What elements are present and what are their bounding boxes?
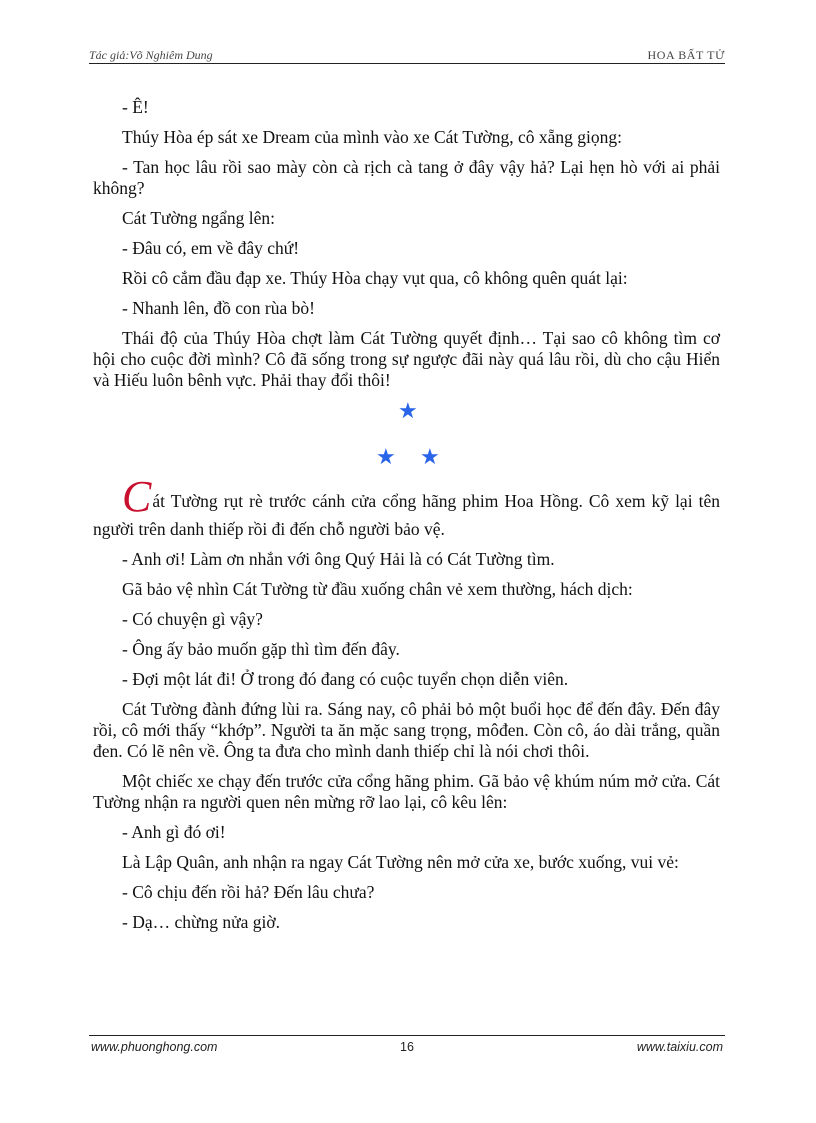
paragraph: - Tan học lâu rồi sao mày còn cà rịch cà tang ở đây vậy hả? Lại hẹn hò với ai phải không? <box>93 157 720 198</box>
paragraph: - Có chuyện gì vậy? <box>122 609 263 629</box>
paragraph: Rồi cô cắm đầu đạp xe. Thúy Hòa chạy vụt qua, cô không quên quát lại: <box>122 268 628 288</box>
paragraph: Thúy Hòa ép sát xe Dream của mình vào xe Cát Tường, cô xẵng giọng: <box>122 127 623 147</box>
opening-paragraph <box>93 472 720 543</box>
paragraph: Thái độ của Thúy Hòa chợt làm Cát Tường quyết định… Tại sao cô không tìm cơ hội cho cuộc đời mình? Cô đã sống trong sự ngược đãi này quá lâu rồi, dù cho cậu Hiển và Hiếu luôn bênh vực. Phải thay đổi thôi! <box>93 328 720 390</box>
paragraph: - Cô chịu đến rồi hả? Đến lâu chưa? <box>122 882 375 902</box>
drop-cap-letter: C <box>122 472 152 521</box>
page-number: 16 <box>400 1040 414 1054</box>
paragraph: Gã bảo vệ nhìn Cát Tường từ đầu xuống chân vẻ xem thường, hách dịch: <box>122 579 633 599</box>
section-two <box>93 472 720 933</box>
header-author: Tác giả:Võ Nghiêm Dung <box>89 48 213 62</box>
page-header <box>89 48 725 64</box>
paragraph: - Ông ấy bảo muốn gặp thì tìm đến đây. <box>122 639 400 659</box>
section-one <box>93 97 720 391</box>
page-footer <box>89 1035 725 1056</box>
star-icon: ★ <box>420 445 440 470</box>
star-icon: ★ <box>376 445 396 470</box>
paragraph: Cát Tường đành đứng lùi ra. Sáng nay, cô phải bỏ một buổi học để đến đây. Đến đây rồi, cô mới thấy “khớp”. Người ta ăn mặc sang trọng, môđen. Còn cô, áo dài trắng, quần đen. Có lẽ nên về. Ông ta đưa cho mình danh thiếp chỉ là nói chơi thôi. <box>93 699 720 761</box>
paragraph: Là Lập Quân, anh nhận ra ngay Cát Tường nên mở cửa xe, bước xuống, vui vẻ: <box>122 852 679 872</box>
paragraph: - Ê! <box>122 97 149 117</box>
header-book-title: HOA BẤT TỬ <box>647 48 725 62</box>
page-body <box>93 97 720 933</box>
paragraph: - Nhanh lên, đồ con rùa bò! <box>122 298 315 318</box>
paragraph: Một chiếc xe chạy đến trước cửa cổng hãng phim. Gã bảo vệ khúm núm mở cửa. Cát Tường nhận ra người quen nên mừng rỡ lao lại, cô kêu lên: <box>93 771 720 812</box>
paragraph: - Anh gì đó ơi! <box>122 822 226 842</box>
footer-site-right: www.taixiu.com <box>636 1040 723 1054</box>
paragraph: - Đâu có, em về đây chứ! <box>122 238 300 258</box>
paragraph: Cát Tường ngẩng lên: <box>122 208 276 228</box>
paragraph: - Đợi một lát đi! Ở trong đó đang có cuộc tuyển chọn diễn viên. <box>122 669 569 689</box>
opening-paragraph-text: át Tường rụt rè trước cánh cửa cổng hãng phim Hoa Hồng. Cô xem kỹ lại tên người trên danh thiếp rồi đi đến chỗ người bảo vệ. <box>93 491 720 539</box>
footer-site-left: www.phuonghong.com <box>91 1040 218 1054</box>
paragraph: - Anh ơi! Làm ơn nhắn với ông Quý Hải là có Cát Tường tìm. <box>122 549 555 569</box>
star-icon: ★ <box>398 399 418 424</box>
paragraph: - Dạ… chừng nửa giờ. <box>122 912 280 932</box>
section-divider <box>93 391 720 473</box>
